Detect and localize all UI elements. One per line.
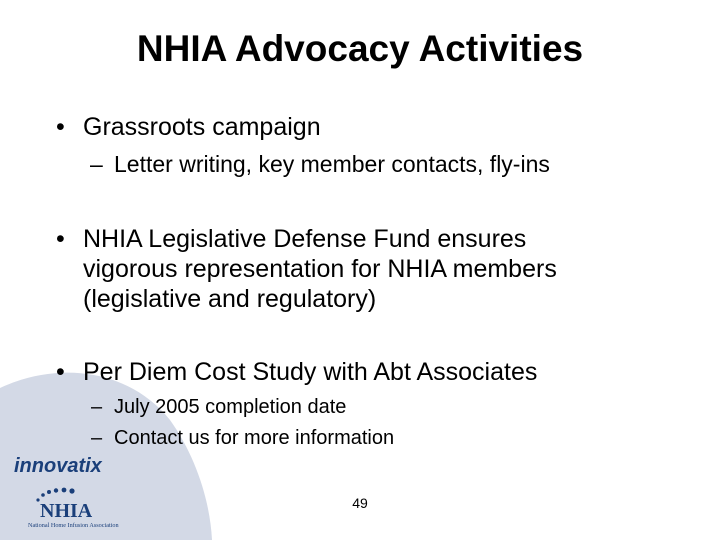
bullet-text: Grassroots campaign (83, 113, 321, 141)
sub-bullet-marker: – (90, 151, 103, 177)
bullet-text: Per Diem Cost Study with Abt Associates (83, 358, 538, 386)
bullet-marker: • (56, 225, 65, 253)
sub-bullet-text: Letter writing, key member contacts, fly-ins (114, 151, 550, 177)
page-number: 49 (352, 495, 368, 511)
sub-bullet-marker: – (91, 427, 103, 449)
bullet-marker: • (56, 358, 65, 386)
sub-bullet-marker: – (91, 396, 103, 418)
slide-title: NHIA Advocacy Activities (136, 28, 584, 69)
sub-bullet-text: Contact us for more information (114, 427, 395, 449)
bullet-line: NHIA Legislative Defense Fund ensures (83, 225, 527, 253)
bullet-marker: • (56, 113, 65, 141)
innovatix-logo (12, 448, 122, 482)
nhia-logo-tagline: National Home Infusion Association (28, 522, 119, 529)
bullet-line: vigorous representation for NHIA members (83, 255, 557, 283)
nhia-logo-text: NHIA (40, 500, 93, 522)
nhia-logo (26, 486, 166, 530)
innovatix-logo-text: innovatix (14, 455, 102, 477)
sub-bullet-text: July 2005 completion date (114, 396, 347, 418)
bullet-line: (legislative and regulatory) (83, 285, 377, 313)
